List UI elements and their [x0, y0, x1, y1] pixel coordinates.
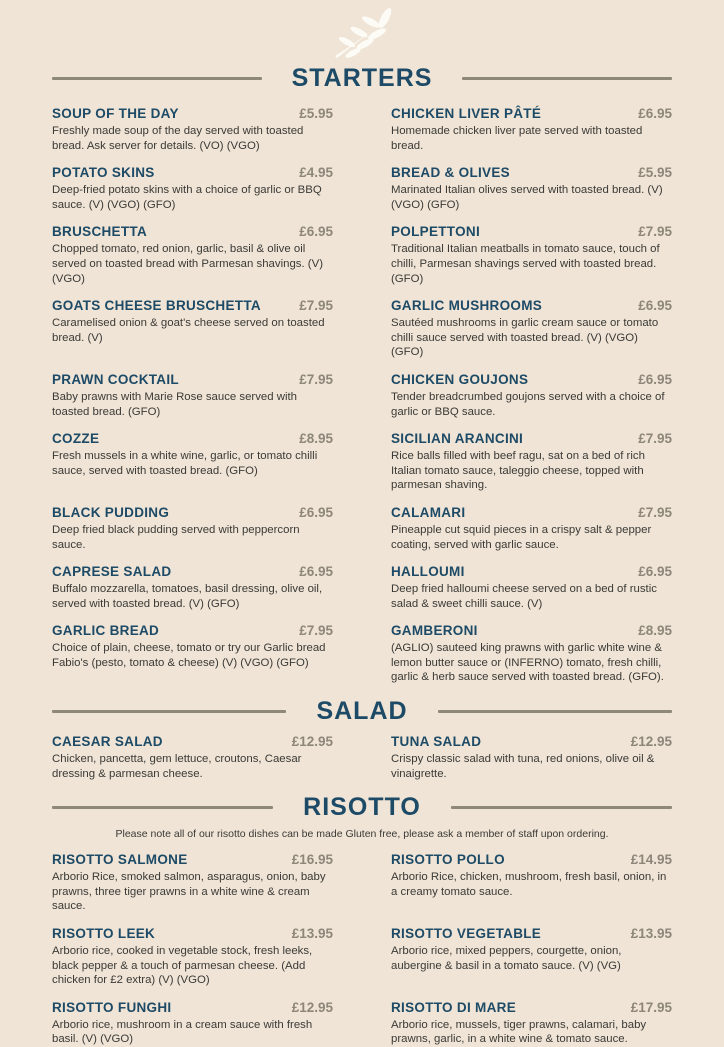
item-name: GAMBERONI [391, 623, 478, 639]
item-name: SICILIAN ARANCINI [391, 431, 524, 447]
item-name: BLACK PUDDING [52, 504, 170, 520]
item-price: £17.95 [630, 999, 672, 1015]
item-description: Arborio Rice, chicken, mushroom, fresh basil, onion, in a creamy tomato sauce. [391, 871, 667, 898]
item-name: RISOTTO VEGETABLE [391, 926, 542, 942]
item-price: £8.95 [638, 623, 672, 639]
menu-row [52, 224, 672, 286]
item-name: CHICKEN GOUJONS [391, 371, 529, 387]
menu-item [52, 1000, 333, 1047]
menu-item [391, 926, 672, 988]
item-price: £7.95 [638, 431, 672, 447]
item-description: Arborio rice, mixed peppers, courgette, onion, aubergine & basil in a tomato sauce. (V) (VG) [391, 945, 622, 972]
item-name: HALLOUMI [391, 564, 465, 580]
item-name: POTATO SKINS [52, 165, 155, 181]
menu-item [52, 564, 333, 611]
section-header-risotto [52, 793, 672, 822]
menu-item [52, 505, 333, 552]
item-description: (AGLIO) sauteed king prawns with garlic white wine & lemon butter sauce or (INFERNO) tomato, fresh chilli, garlic & herb sauce served with toasted bread. (GFO). [391, 642, 664, 684]
section-title-starters: STARTERS [291, 64, 433, 92]
item-name: BRUSCHETTA [52, 224, 147, 240]
item-description: Choice of plain, cheese, tomato or try our Garlic bread Fabio's (pesto, tomato & cheese) (V) (VGO) (GFO) [52, 642, 326, 669]
menu-item [52, 926, 333, 988]
menu-item [52, 734, 333, 781]
menu-item [52, 106, 333, 153]
item-name: RISOTTO FUNGHI [52, 999, 172, 1015]
menu-item [391, 1000, 672, 1047]
menu-row [52, 431, 672, 493]
item-name: SOUP OF THE DAY [52, 106, 179, 121]
item-name: GARLIC MUSHROOMS [391, 298, 543, 314]
risotto-gluten-free-note: Please note all of our risotto dishes can be made Gluten free, please ask a member of staff upon ordering. [115, 828, 609, 841]
item-name: COZZE [52, 431, 100, 447]
menu-item [391, 431, 672, 493]
menu-row [52, 852, 672, 914]
divider-line [451, 806, 672, 809]
item-description: Sautéed mushrooms in garlic cream sauce or tomato chilli sauce served with toasted bread. (V) (VGO) (GFO) [391, 317, 659, 359]
menu-item [391, 505, 672, 552]
menu-item [391, 165, 672, 212]
menu-item [52, 431, 333, 493]
item-name: CAPRESE SALAD [52, 564, 172, 580]
menu-item [391, 734, 672, 781]
item-description: Homemade chicken liver pate served with toasted bread. [391, 125, 643, 152]
item-price: £5.95 [299, 106, 333, 121]
item-description: Tender breadcrumbed goujons served with a choice of garlic or BBQ sauce. [391, 390, 665, 418]
menu-item [391, 106, 672, 153]
menu-row [52, 926, 672, 988]
item-name: CALAMARI [391, 504, 466, 520]
item-description: Arborio rice, mushroom in a cream sauce with fresh basil. (V) (VGO) [52, 1018, 313, 1046]
section-header-salad [52, 697, 672, 726]
item-name: GOATS CHEESE BRUSCHETTA [52, 298, 261, 314]
menu-item [52, 852, 333, 914]
menu-item [391, 564, 672, 611]
item-description: Crispy classic salad with tuna, red onions, olive oil & vinaigrette. [391, 753, 655, 780]
item-name: RISOTTO POLLO [391, 852, 505, 868]
menu-item [52, 224, 333, 286]
item-name: CAESAR SALAD [52, 734, 163, 750]
item-description: Traditional Italian meatballs in tomato sauce, touch of chilli, Parmesan shavings served with toasted bread. (GFO) [391, 243, 660, 285]
item-description: Fresh mussels in a white wine, garlic, or tomato chilli sauce, served with toasted bread. (GFO) [52, 450, 318, 477]
item-description: Chicken, pancetta, gem lettuce, croutons, Caesar dressing & parmesan cheese. [52, 753, 302, 780]
item-price: £12.95 [291, 999, 333, 1015]
menu-item [52, 298, 333, 360]
item-description: Deep-fried potato skins with a choice of garlic or BBQ sauce. (V) (VGO) (GFO) [52, 184, 322, 211]
menu-item [391, 852, 672, 914]
item-description: Baby prawns with Marie Rose sauce served with toasted bread. (GFO) [52, 390, 298, 418]
item-description: Arborio Rice, smoked salmon, asparagus, onion, baby prawns, three tiger prawns in a white wine & cream sauce. [52, 871, 326, 913]
item-price: £7.95 [299, 623, 333, 639]
menu-item [52, 623, 333, 685]
item-price: £13.95 [291, 926, 333, 942]
item-price: £7.95 [299, 298, 333, 314]
item-price: £6.95 [638, 106, 672, 121]
menu-row [52, 734, 672, 781]
header-icon-area [52, 6, 672, 62]
item-name: BREAD & OLIVES [391, 165, 510, 181]
item-price: £16.95 [291, 852, 333, 868]
item-price: £8.95 [299, 431, 333, 447]
divider-line [52, 710, 286, 713]
menu-row [52, 1000, 672, 1047]
divider-line [438, 710, 672, 713]
divider-line [462, 77, 672, 80]
divider-line [52, 77, 262, 80]
menu-row [52, 106, 672, 153]
item-price: £6.95 [638, 298, 672, 314]
item-description: Marinated Italian olives served with toasted bread. (V) (VGO) (GFO) [391, 184, 663, 211]
item-name: PRAWN COCKTAIL [52, 371, 179, 387]
item-name: RISOTTO LEEK [52, 926, 156, 942]
item-name: TUNA SALAD [391, 734, 482, 750]
menu-row [52, 165, 672, 212]
item-price: £6.95 [299, 504, 333, 520]
item-description: Pineapple cut squid pieces in a crispy salt & pepper coating, served with garlic sauce. [391, 523, 652, 551]
item-price: £6.95 [299, 224, 333, 240]
section-title-salad: SALAD [316, 697, 408, 726]
section-header-starters [52, 64, 672, 93]
menu-row [52, 505, 672, 552]
item-price: £12.95 [291, 734, 333, 750]
item-description: Deep fried halloumi cheese served on a bed of rustic salad & sweet chilli sauce. (V) [391, 583, 657, 610]
item-price: £14.95 [630, 852, 672, 868]
item-price: £7.95 [299, 371, 333, 387]
section-title-risotto: RISOTTO [303, 793, 421, 822]
menu-item [391, 623, 672, 685]
item-price: £13.95 [630, 926, 672, 942]
menu-item [391, 224, 672, 286]
item-name: POLPETTONI [391, 224, 481, 240]
item-description: Deep fried black pudding served with peppercorn sauce. [52, 523, 300, 551]
menu-row [52, 623, 672, 685]
menu-row [52, 564, 672, 611]
item-price: £7.95 [638, 224, 672, 240]
item-name: RISOTTO DI MARE [391, 999, 517, 1015]
item-description: Arborio rice, mussels, tiger prawns, calamari, baby prawns, garlic, in a white wine & tomato sauce. [391, 1018, 647, 1046]
menu-item [52, 165, 333, 212]
item-price: £6.95 [638, 564, 672, 580]
item-description: Chopped tomato, red onion, garlic, basil & olive oil served on toasted bread with Parmesan shavings. (V) (VGO) [52, 243, 323, 285]
item-description: Arborio rice, cooked in vegetable stock, fresh leeks, black pepper & a touch of parmesan cheese. (Add chicken for £2 extra) (V) (VGO) [52, 945, 313, 987]
item-price: £6.95 [299, 564, 333, 580]
item-description: Rice balls filled with beef ragu, sat on a bed of rich Italian tomato sauce, taleggio cheese, topped with parmesan shaving. [391, 450, 645, 492]
divider-line [52, 806, 273, 809]
menu-row [52, 298, 672, 360]
menu-item [52, 372, 333, 419]
item-description: Freshly made soup of the day served with toasted bread. Ask server for details. (VO) (VGO) [52, 125, 304, 152]
item-price: £12.95 [630, 734, 672, 750]
item-description: Buffalo mozzarella, tomatoes, basil dressing, olive oil, served with toasted bread. (V) (GFO) [52, 583, 323, 610]
item-name: CHICKEN LIVER PÂTÉ [391, 106, 542, 121]
item-price: £4.95 [299, 165, 333, 181]
menu-item [391, 298, 672, 360]
item-price: £7.95 [638, 504, 672, 520]
item-name: GARLIC BREAD [52, 623, 160, 639]
leaf-sprig-icon [325, 6, 399, 62]
menu-item [391, 372, 672, 419]
item-price: £5.95 [638, 165, 672, 181]
item-description: Caramelised onion & goat's cheese served on toasted bread. (V) [52, 317, 325, 344]
item-name: RISOTTO SALMONE [52, 852, 188, 868]
item-price: £6.95 [638, 371, 672, 387]
menu-row [52, 372, 672, 419]
